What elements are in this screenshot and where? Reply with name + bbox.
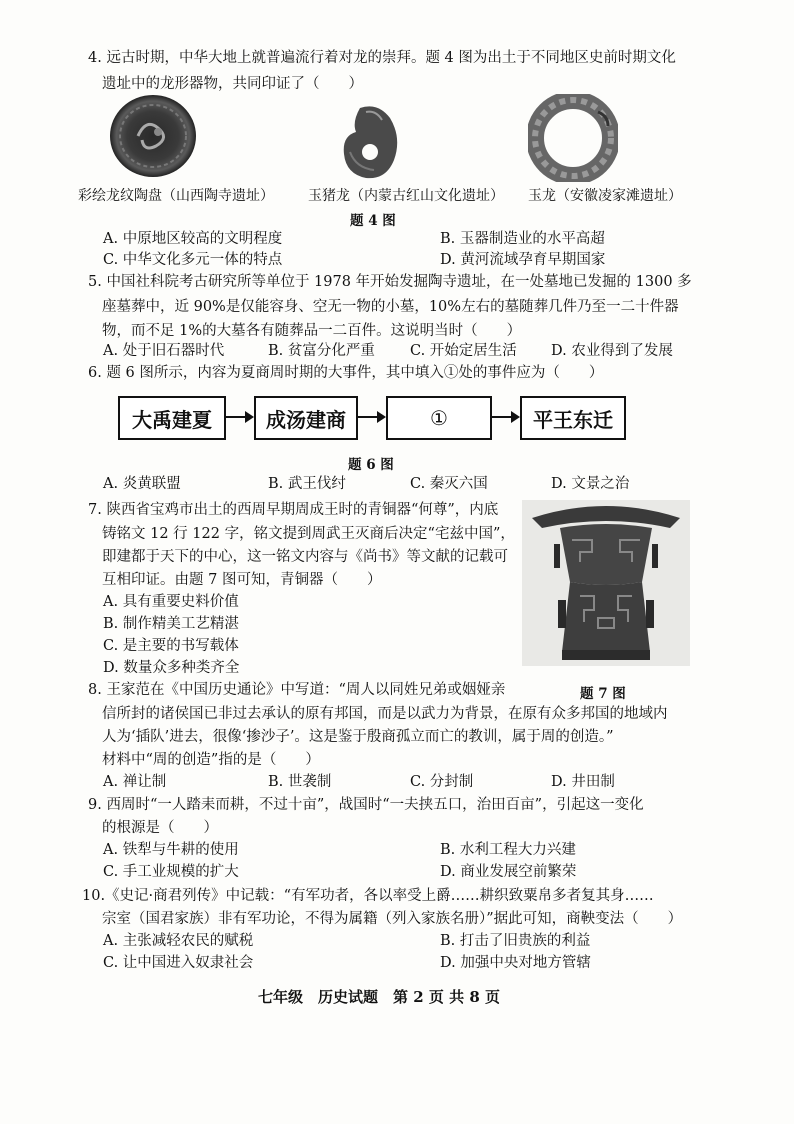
q6-option-c[interactable]: C. 秦灭六国 bbox=[410, 476, 488, 492]
q6-stem-line1: 6. 题 6 图所示，内容为夏商周时期的大事件，其中填入①处的事件应为（ ） bbox=[88, 365, 604, 381]
timeline-box-2: 成汤建商 bbox=[254, 396, 358, 440]
timeline-arrow-3 bbox=[490, 416, 518, 418]
q7-stem-line4: 互相印证。由题 7 图可知，青铜器（ ） bbox=[102, 572, 382, 588]
q9-option-a[interactable]: A. 铁犁与牛耕的使用 bbox=[103, 842, 239, 858]
q9-option-c[interactable]: C. 手工业规模的扩大 bbox=[103, 864, 239, 880]
q4-caption-jade-dragon: 玉龙（安徽凌家滩遗址） bbox=[528, 188, 682, 204]
q9-stem-line1: 9. 西周时“一人踏耒而耕，不过十亩”，战国时“一夫挟五口，治田百亩”，引起这一变化 bbox=[88, 797, 644, 813]
painted-dragon-plate-image bbox=[108, 92, 198, 180]
q7-stem-line1: 7. 陕西省宝鸡市出土的西周早期周成王时的青铜器“何尊”，内底 bbox=[88, 502, 499, 518]
q5-stem-line3: 物，而不足 1%的大墓各有随葬品一二百件。这说明当时（ ） bbox=[102, 323, 522, 339]
timeline-arrow-1 bbox=[224, 416, 252, 418]
timeline-arrow-2 bbox=[356, 416, 384, 418]
q8-stem-line1: 8. 王家范在《中国历史通论》中写道：“周人以同姓兄弟或姻娅亲 bbox=[88, 682, 506, 698]
q9-stem-line2: 的根源是（ ） bbox=[102, 820, 218, 836]
q5-stem-line1: 5. 中国社科院考古研究所等单位于 1978 年开始发掘陶寺遗址，在一处墓地已发掘的 1300 多 bbox=[88, 274, 692, 290]
q4-figure-label: 题 4 图 bbox=[350, 213, 396, 229]
q4-option-c[interactable]: C. 中华文化多元一体的特点 bbox=[103, 252, 283, 268]
q5-option-b[interactable]: B. 贫富分化严重 bbox=[268, 343, 375, 359]
q8-option-d[interactable]: D. 井田制 bbox=[551, 774, 615, 790]
q10-option-a[interactable]: A. 主张减轻农民的赋税 bbox=[103, 933, 254, 949]
q8-option-a[interactable]: A. 禅让制 bbox=[103, 774, 167, 790]
q4-caption-pig-dragon: 玉猪龙（内蒙古红山文化遗址） bbox=[308, 188, 504, 204]
jade-pig-dragon-image bbox=[340, 100, 402, 180]
q10-stem-line1: 10.《史记·商君列传》中记载：“有军功者，各以率受上爵……耕织致粟帛多者复其身…… bbox=[82, 888, 654, 904]
q4-option-a[interactable]: A. 中原地区较高的文明程度 bbox=[103, 231, 283, 247]
q7-stem-line2: 铸铭文 12 行 122 字，铭文提到周武王灭商后决定“宅兹中国”， bbox=[102, 526, 515, 542]
timeline-box-1: 大禹建夏 bbox=[118, 396, 226, 440]
timeline-box-blank: ① bbox=[386, 396, 492, 440]
q6-figure-label: 题 6 图 bbox=[348, 457, 394, 473]
q8-option-c[interactable]: C. 分封制 bbox=[410, 774, 474, 790]
q4-stem-line2: 遗址中的龙形器物，共同印证了（ ） bbox=[102, 76, 363, 92]
timeline-box-4: 平王东迁 bbox=[520, 396, 626, 440]
q8-option-b[interactable]: B. 世袭制 bbox=[268, 774, 332, 790]
q5-option-a[interactable]: A. 处于旧石器时代 bbox=[103, 343, 225, 359]
q8-stem-line4: 材料中“周的创造”指的是（ ） bbox=[102, 752, 320, 768]
q4-option-b[interactable]: B. 玉器制造业的水平高超 bbox=[440, 231, 605, 247]
q6-option-d[interactable]: D. 文景之治 bbox=[551, 476, 630, 492]
q8-stem-line2: 信所封的诸侯国已非过去承认的原有邦国，而是以武力为背景，在原有众多邦国的地域内 bbox=[102, 706, 668, 722]
bronze-he-zun-image bbox=[522, 500, 690, 666]
q9-option-b[interactable]: B. 水利工程大力兴建 bbox=[440, 842, 576, 858]
page-footer: 七年级 历史试题 第 2 页 共 8 页 bbox=[258, 988, 500, 1006]
q7-figure-label: 题 7 图 bbox=[580, 686, 626, 702]
q10-option-d[interactable]: D. 加强中央对地方管辖 bbox=[440, 955, 591, 971]
q6-option-a[interactable]: A. 炎黄联盟 bbox=[103, 476, 181, 492]
q5-option-d[interactable]: D. 农业得到了发展 bbox=[551, 343, 673, 359]
q10-option-b[interactable]: B. 打击了旧贵族的利益 bbox=[440, 933, 591, 949]
q7-stem-line3: 即建都于天下的中心，这一铭文内容与《尚书》等文献的记载可 bbox=[102, 549, 508, 565]
q10-option-c[interactable]: C. 让中国进入奴隶社会 bbox=[103, 955, 254, 971]
q7-option-c[interactable]: C. 是主要的书写载体 bbox=[103, 638, 239, 654]
jade-dragon-ring-image bbox=[528, 94, 618, 182]
q5-option-c[interactable]: C. 开始定居生活 bbox=[410, 343, 517, 359]
q7-option-b[interactable]: B. 制作精美工艺精湛 bbox=[103, 616, 239, 632]
q10-stem-line2: 宗室（国君家族）非有军功论，不得为属籍（列入家族名册）”据此可知，商鞅变法（ ） bbox=[102, 911, 683, 927]
q6-option-b[interactable]: B. 武王伐纣 bbox=[268, 476, 346, 492]
q4-option-d[interactable]: D. 黄河流域孕育早期国家 bbox=[440, 252, 606, 268]
q7-option-d[interactable]: D. 数量众多种类齐全 bbox=[103, 660, 240, 676]
q4-caption-plate: 彩绘龙纹陶盘（山西陶寺遗址） bbox=[78, 188, 274, 204]
q7-option-a[interactable]: A. 具有重要史料价值 bbox=[103, 594, 239, 610]
q9-option-d[interactable]: D. 商业发展空前繁荣 bbox=[440, 864, 577, 880]
q5-stem-line2: 座墓葬中，近 90%是仅能容身、空无一物的小墓，10%左右的墓随葬几件乃至一二十件器 bbox=[102, 299, 679, 315]
q4-stem-line1: 4. 远古时期，中华大地上就普遍流行着对龙的崇拜。题 4 图为出土于不同地区史前时期文化 bbox=[88, 50, 676, 66]
q8-stem-line3: 人为‘插队’进去，很像‘掺沙子’。这是鉴于殷商孤立而亡的教训，属于周的创造。” bbox=[102, 729, 614, 745]
